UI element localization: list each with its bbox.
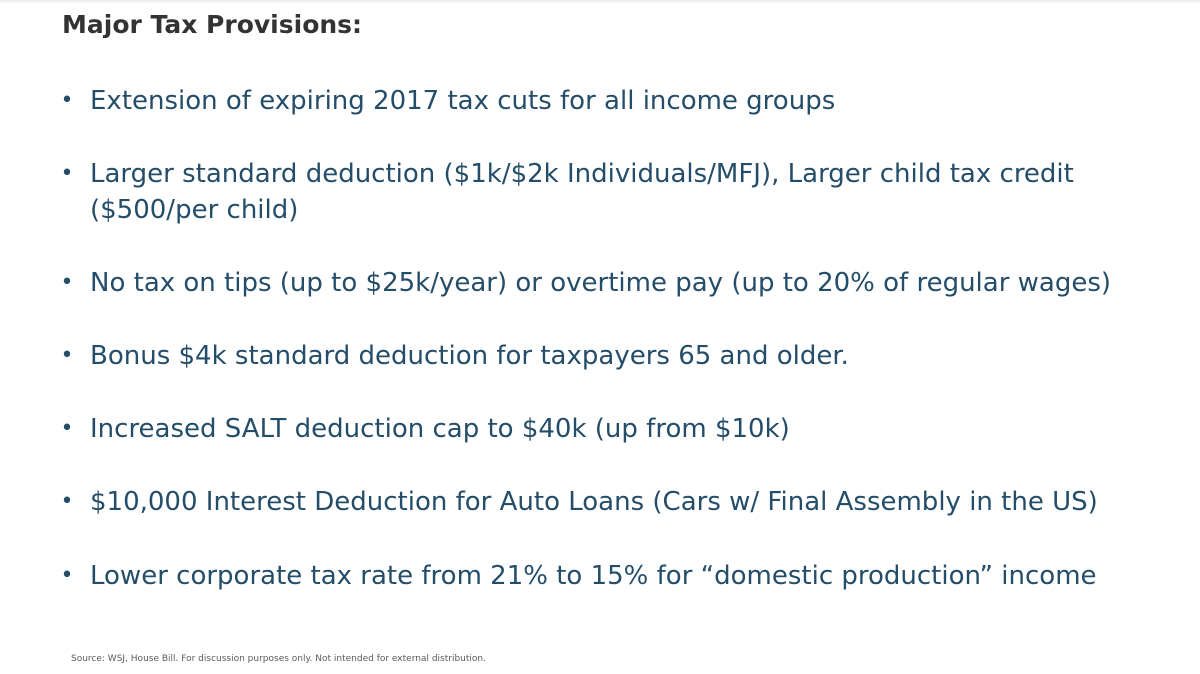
bullet-item-standard-deduction [60, 156, 1180, 228]
bullet-dot: • [60, 489, 74, 514]
bullet-dot: • [60, 343, 74, 368]
bullet-text: $10,000 Interest Deduction for Auto Loans (Cars w/ Final Assembly in the US) [90, 487, 1098, 517]
bullet-text: Bonus $4k standard deduction for taxpayers 65 and older. [90, 341, 849, 371]
bullet-item-senior-deduction [60, 338, 1180, 374]
source-footnote: Source: WSJ, House Bill. For discussion purposes only. Not intended for external distribution. [71, 654, 486, 664]
bullet-item-auto-loans [60, 484, 1180, 520]
bullet-dot: • [60, 161, 74, 186]
bullet-item-corporate-rate [60, 558, 1180, 594]
bullet-item-salt-cap [60, 411, 1180, 447]
bullet-dot: • [60, 563, 74, 588]
bullet-text: Larger standard deduction ($1k/$2k Individuals/MFJ), Larger child tax credit ($500/per child) [90, 159, 1074, 225]
bullet-text: Lower corporate tax rate from 21% to 15% for “domestic production” income [90, 561, 1097, 591]
bullet-dot: • [60, 88, 74, 113]
bullet-text: No tax on tips (up to $25k/year) or overtime pay (up to 20% of regular wages) [90, 268, 1112, 298]
bullet-dot: • [60, 416, 74, 441]
slide-title: Major Tax Provisions: [62, 10, 363, 39]
bullet-item-extension [60, 83, 1180, 119]
bullet-text: Extension of expiring 2017 tax cuts for all income groups [90, 86, 836, 116]
bullet-item-tips-overtime [60, 265, 1180, 301]
bullet-text: Increased SALT deduction cap to $40k (up from $10k) [90, 414, 790, 444]
bullet-dot: • [60, 270, 74, 295]
